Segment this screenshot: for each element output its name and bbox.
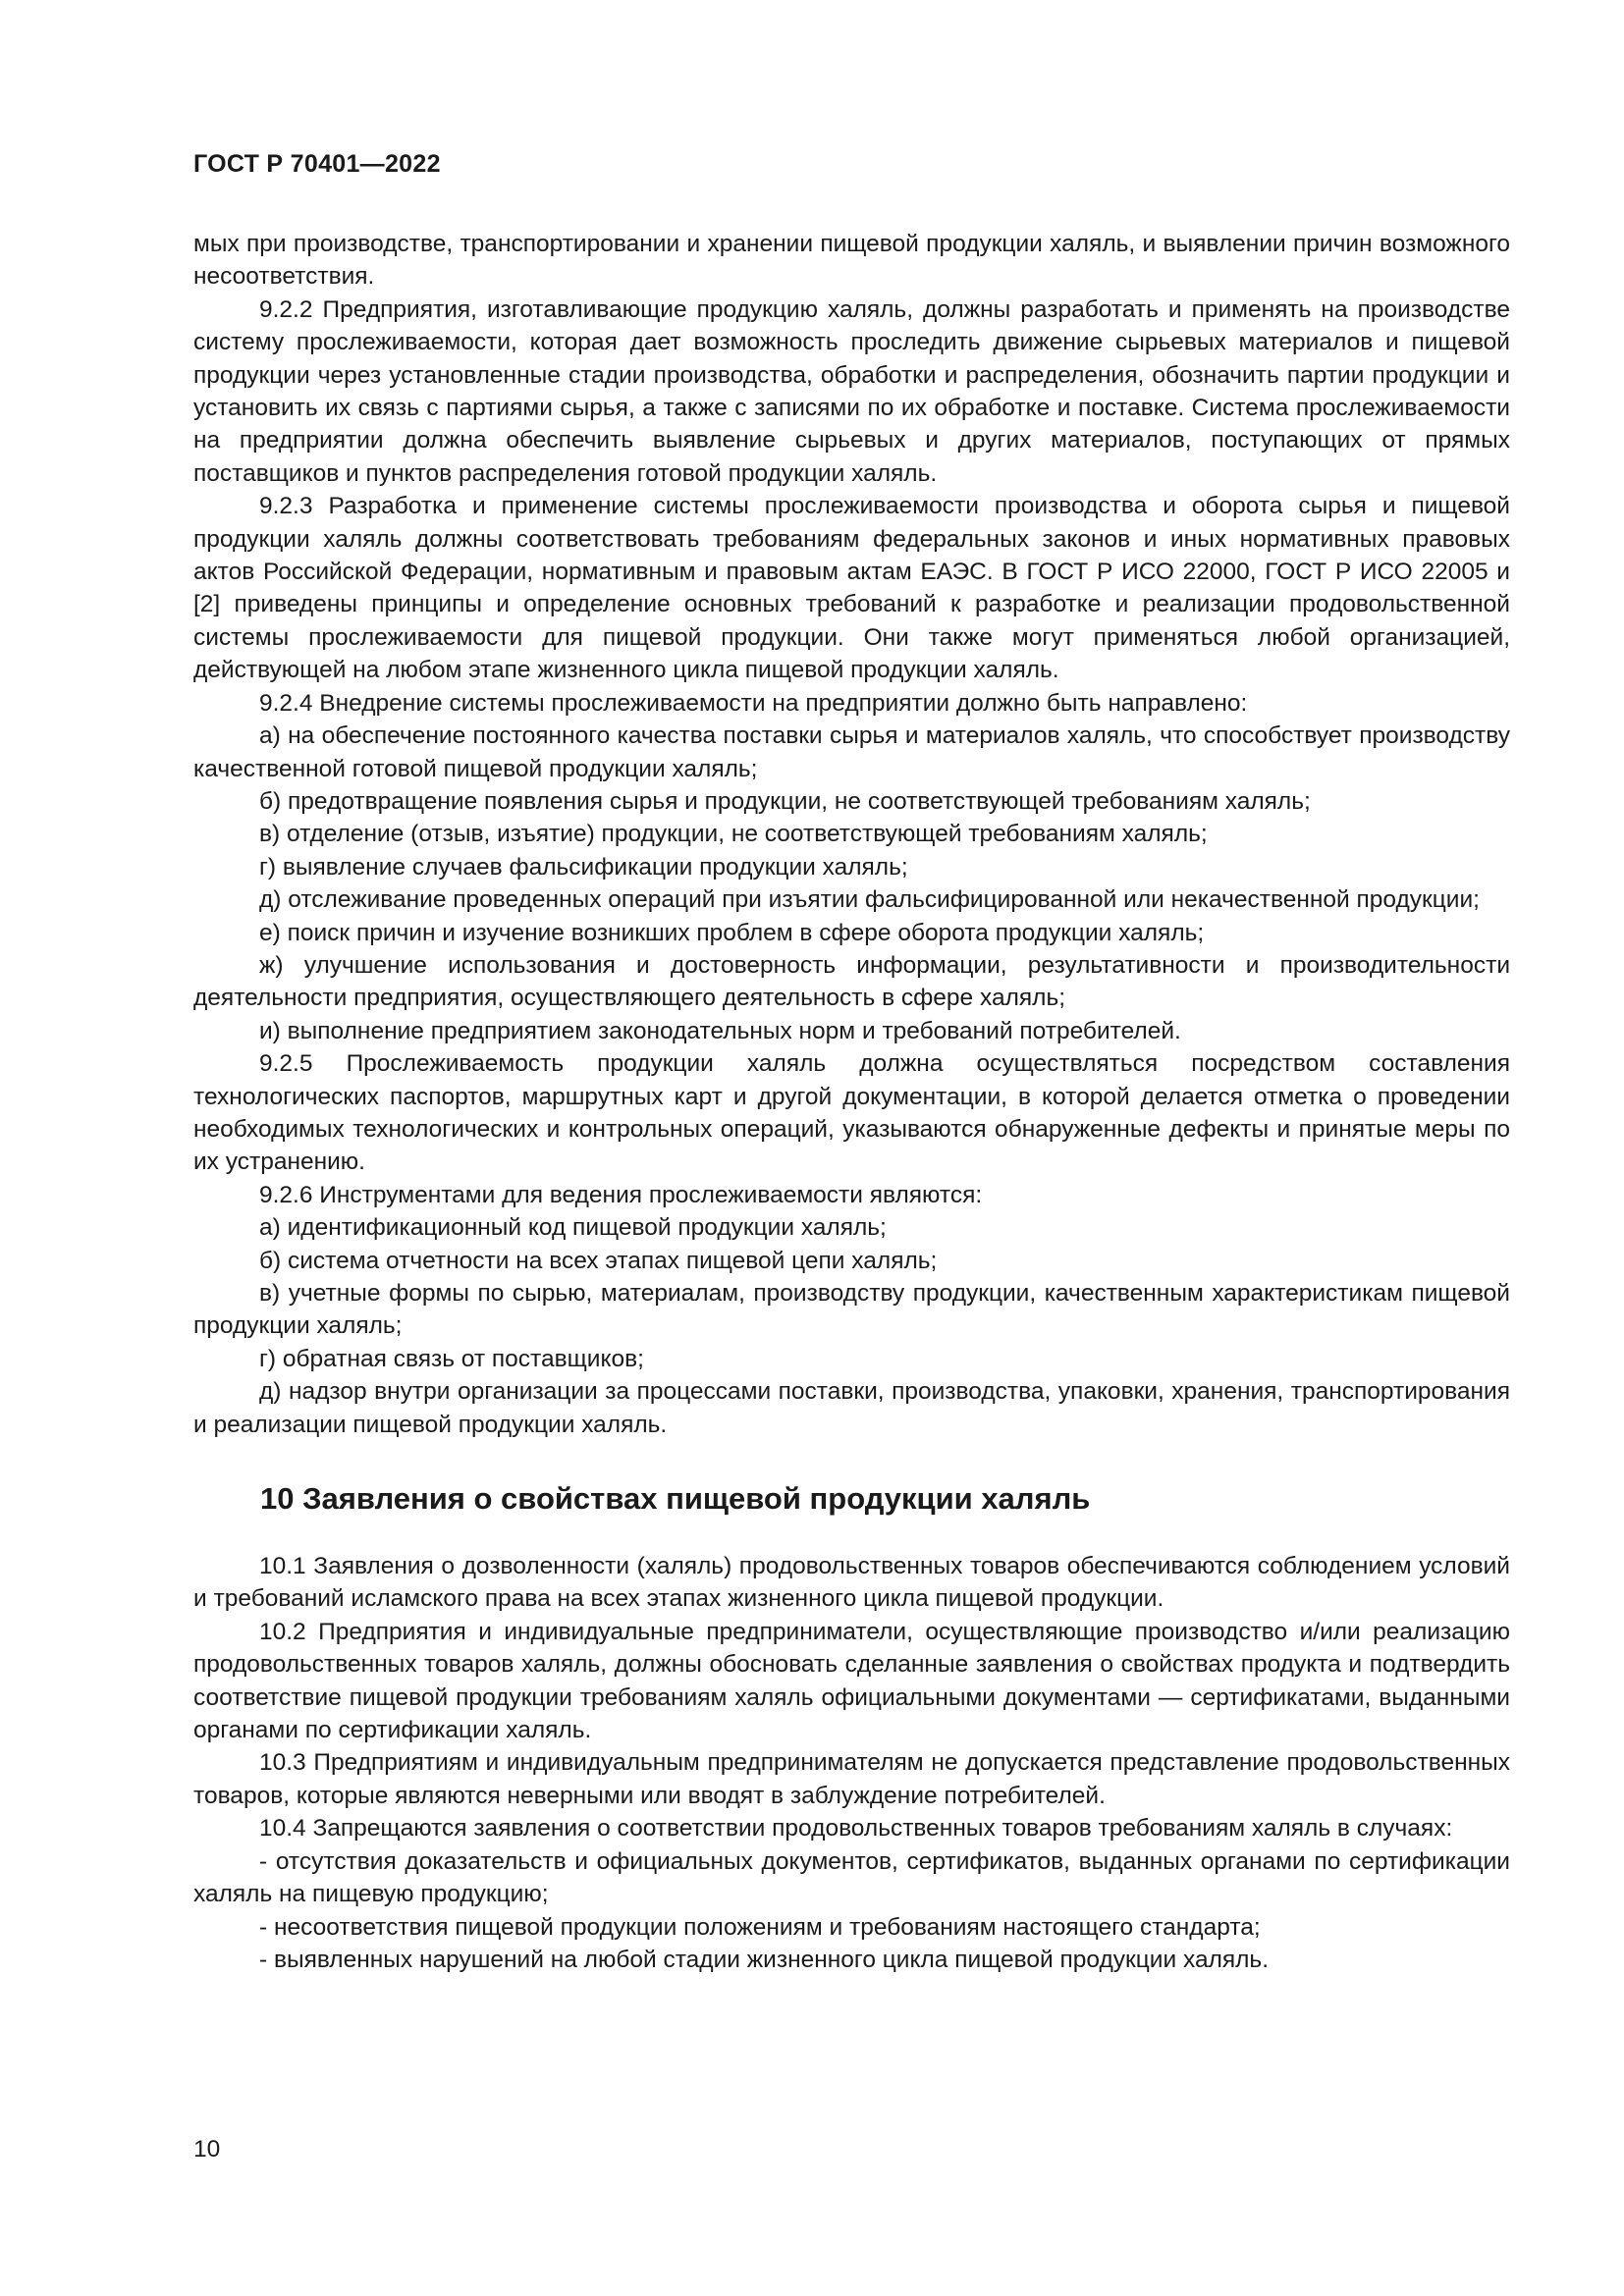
list-item-9-2-4-g: г) выявление случаев фальсификации продукции халяль; bbox=[259, 853, 908, 881]
list-item-9-2-6-a: а) идентификационный код пищевой продукции халяль; bbox=[259, 1214, 887, 1242]
list-item-9-2-4-i: и) выполнение предприятием законодательных норм и требований потребителей. bbox=[259, 1017, 1181, 1044]
paragraph-9-2-6: 9.2.6 Инструментами для ведения прослеживаемости являются: bbox=[259, 1181, 983, 1208]
paragraph-10-1: 10.1 Заявления о дозволенности (халяль) продовольственных товаров обеспечиваются соблюдением условий и требований исламского права на всех этапах жизненного цикла пищевой продукции. bbox=[193, 1553, 1510, 1613]
list-item-9-2-6-v: в) учетные формы по сырью, материалам, производству продукции, качественным характеристикам пищевой продукции халяль; bbox=[193, 1280, 1510, 1340]
paragraph-10-4: 10.4 Запрещаются заявления о соответствии продовольственных товаров требованиям халяль в случаях: bbox=[259, 1815, 1453, 1842]
paragraph-10-3: 10.3 Предприятиям и индивидуальным предпринимателям не допускается представление продовольственных товаров, которые являются неверными или вводят в заблуждение потребителей. bbox=[193, 1749, 1510, 1809]
paragraph-9-2-4: 9.2.4 Внедрение системы прослеживаемости на предприятии должно быть направлено: bbox=[259, 689, 1248, 717]
list-item-9-2-4-d: д) отслеживание проведенных операций при изъятии фальсифицированной или некачественной продукции; bbox=[259, 886, 1480, 914]
paragraph-9-2-2: 9.2.2 Предприятия, изготавливающие продукцию халяль, должны разработать и применять на производстве систему прослеживаемости, которая дает возможность проследить движение сырьевых материалов и пищевой продукции через установленные стадии производства, обработки и распределения, обозначить партии продукции и установить их связь с партиями сырья, а также с записями по их обработке и поставке. Система прослеживаемости на предприятии должна обеспечить выявление сырьевых и других материалов, поступающих от прямых поставщиков и пунктов распределения готовой продукции халяль. bbox=[193, 295, 1510, 487]
document-code-header: ГОСТ Р 70401—2022 bbox=[193, 150, 441, 178]
paragraph-continuation: мых при производстве, транспортировании и хранении пищевой продукции халяль, и выявлении причин возможного несоответствия. bbox=[193, 231, 1510, 291]
list-item-9-2-4-v: в) отделение (отзыв, изъятие) продукции, не соответствующей требованиям халяль; bbox=[259, 821, 1208, 848]
document-body bbox=[193, 228, 1510, 1976]
paragraph-10-2: 10.2 Предприятия и индивидуальные предприниматели, осуществляющие производство и/или реализацию продовольственных товаров халяль, должны обосновать сделанные заявления о свойствах продукта и подтвердить соответствие пищевой продукции требованиям халяль официальными документами — сертификатами, выданными органами по сертификации халяль. bbox=[193, 1618, 1510, 1744]
page-number: 10 bbox=[193, 2136, 221, 2163]
list-item-9-2-4-a: а) на обеспечение постоянного качества поставки сырья и материалов халяль, что способствует производству качественной готовой пищевой продукции халяль; bbox=[193, 722, 1510, 782]
list-item-9-2-6-g: г) обратная связь от поставщиков; bbox=[259, 1345, 644, 1372]
list-item-9-2-6-b: б) система отчетности на всех этапах пищевой цепи халяль; bbox=[259, 1247, 938, 1274]
list-item-9-2-6-d: д) надзор внутри организации за процессами поставки, производства, упаковки, хранения, транспортирования и реализации пищевой продукции халяль. bbox=[193, 1378, 1510, 1438]
list-item-9-2-4-b: б) предотвращение появления сырья и продукции, не соответствующей требованиям халяль; bbox=[259, 787, 1311, 815]
list-item-10-4-1: - отсутствия доказательств и официальных документов, сертификатов, выданных органами по сертификации халяль на пищевую продукцию; bbox=[193, 1847, 1510, 1908]
paragraph-9-2-3: 9.2.3 Разработка и применение системы прослеживаемости производства и оборота сырья и пищевой продукции халяль должны соответствовать требованиям федеральных законов и иных нормативных правовых актов Российской Федерации, нормативным и правовым актам ЕАЭС. В ГОСТ Р ИСО 22000, ГОСТ Р ИСО 22005 и [2] приведены принципы и определение основных требований к разработке и реализации продовольственной системы прослеживаемости для пищевой продукции. Они также могут применяться любой организацией, действующей на любом этапе жизненного цикла пищевой продукции халяль. bbox=[193, 493, 1510, 684]
paragraph-9-2-5: 9.2.5 Прослеживаемость продукции халяль должна осуществляться посредством составления технологических паспортов, маршрутных карт и другой документации, в которой делается отметка о проведении необходимых технологических и контрольных операций, указываются обнаруженные дефекты и принятые меры по их устранению. bbox=[193, 1050, 1510, 1176]
section-10-heading: 10 Заявления о свойствах пищевой продукции халяль bbox=[260, 1481, 1091, 1517]
list-item-10-4-2: - несоответствия пищевой продукции положениям и требованиям настоящего стандарта; bbox=[259, 1913, 1261, 1941]
list-item-9-2-4-e: е) поиск причин и изучение возникших проблем в сфере оборота продукции халяль; bbox=[259, 919, 1205, 946]
list-item-9-2-4-zh: ж) улучшение использования и достоверность информации, результативности и производительности деятельности предприятия, осуществляющего деятельность в сфере халяль; bbox=[193, 951, 1510, 1012]
list-item-10-4-3: - выявленных нарушений на любой стадии жизненного цикла пищевой продукции халяль. bbox=[259, 1946, 1270, 1973]
